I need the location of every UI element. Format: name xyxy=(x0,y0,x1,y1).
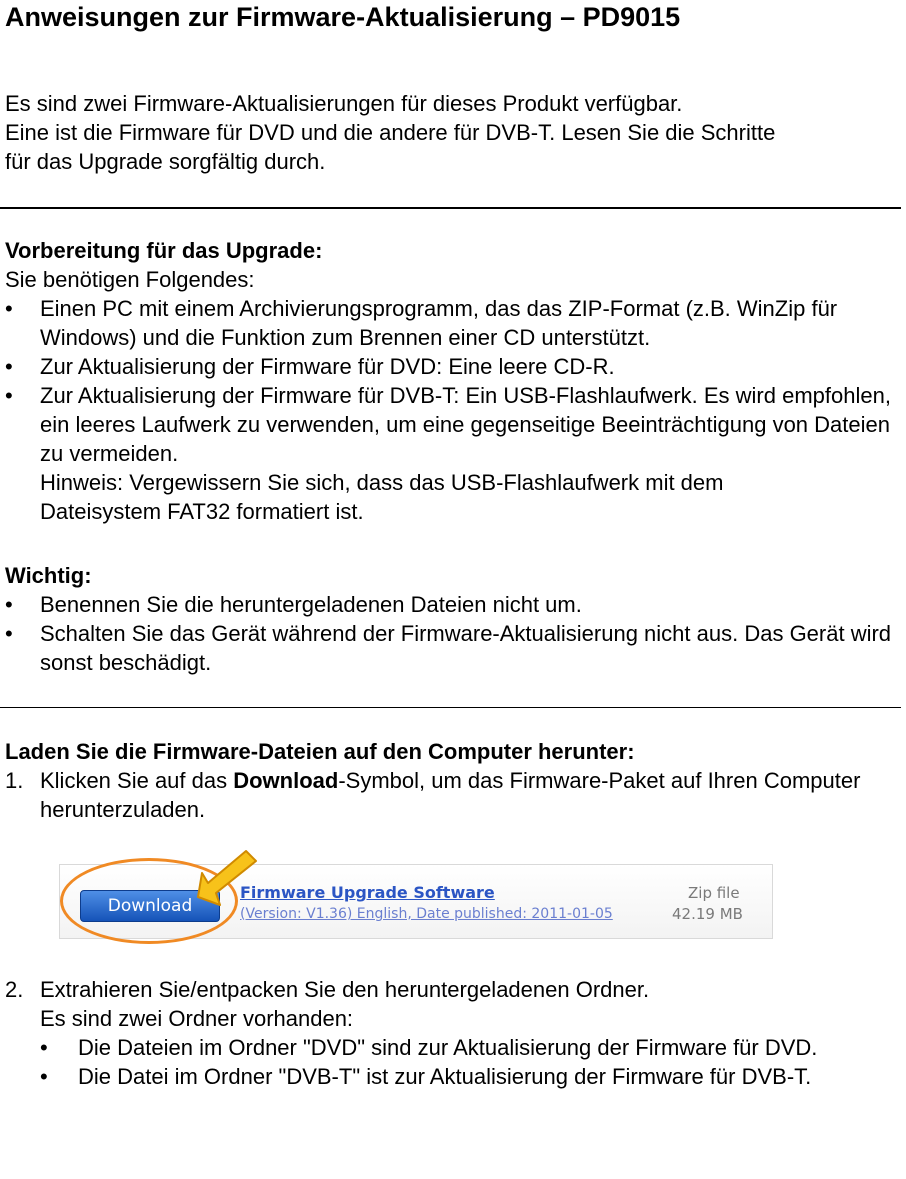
file-title-link[interactable]: Firmware Upgrade Software xyxy=(240,883,495,902)
file-type: Zip file xyxy=(688,884,740,902)
step-number: 2. xyxy=(5,977,24,1002)
list-item-text: Zur Aktualisierung der Firmware für DVD: Eine leere CD-R. xyxy=(40,354,615,379)
list-item-text: Die Datei im Ordner "DVB-T" ist zur Aktualisierung der Firmware für DVB-T. xyxy=(78,1064,812,1089)
divider xyxy=(0,707,901,708)
important-section xyxy=(5,561,900,677)
list-item xyxy=(40,1062,898,1091)
list-item xyxy=(40,1033,878,1062)
intro-line-1: Es sind zwei Firmware-Aktualisierungen für dieses Produkt verfügbar. xyxy=(5,91,683,116)
step-2-section xyxy=(5,975,900,1091)
bullet-icon: • xyxy=(5,383,13,408)
bullet-icon: • xyxy=(5,354,13,379)
step-item xyxy=(5,766,890,824)
list-item xyxy=(5,352,900,381)
important-heading: Wichtig: xyxy=(5,563,92,588)
list-item-text: Schalten Sie das Gerät während der Firmware-Aktualisierung nicht aus. Das Gerät wird sonst beschädigt. xyxy=(40,621,892,675)
bullet-icon: • xyxy=(5,592,13,617)
bullet-icon: • xyxy=(40,1035,48,1060)
step-text-post: -Symbol, um das Firmware-Paket auf Ihren Computer herunterzuladen. xyxy=(40,768,861,822)
list-item-text: Die Dateien im Ordner "DVD" sind zur Aktualisierung der Firmware für DVD. xyxy=(78,1035,818,1060)
step-text-bold: Download xyxy=(233,768,339,793)
list-item xyxy=(5,590,900,619)
preparation-heading: Vorbereitung für das Upgrade: xyxy=(5,238,323,263)
step-text-pre: Klicken Sie auf das xyxy=(40,768,234,793)
step-item xyxy=(5,975,900,1091)
list-item-text: Einen PC mit einem Archivierungsprogramm, das das ZIP-Format (z.B. WinZip für Windows) und die Funktion zum Brennen einer CD unterstützt. xyxy=(40,296,838,350)
usb-note: Hinweis: Vergewissern Sie sich, dass das USB-Flashlaufwerk mit dem Dateisystem FAT32 formatiert ist. xyxy=(40,470,724,524)
intro-line-3: für das Upgrade sorgfältig durch. xyxy=(5,149,326,174)
list-item-text: Benennen Sie die heruntergeladenen Dateien nicht um. xyxy=(40,592,582,617)
download-heading: Laden Sie die Firmware-Dateien auf den Computer herunter: xyxy=(5,739,635,764)
preparation-section xyxy=(5,236,900,526)
download-section xyxy=(5,737,900,824)
list-item xyxy=(5,619,900,677)
step-2-line-1: Extrahieren Sie/entpacken Sie den heruntergeladenen Ordner. xyxy=(40,977,650,1002)
download-button[interactable]: Download xyxy=(80,890,220,922)
intro-text xyxy=(5,89,900,176)
preparation-lead: Sie benötigen Folgendes: xyxy=(5,267,255,292)
file-version-link[interactable]: (Version: V1.36) English, Date published: 2011-01-05 xyxy=(240,906,613,922)
step-2-line-2: Es sind zwei Ordner vorhanden: xyxy=(40,1006,354,1031)
intro-line-2: Eine ist die Firmware für DVD und die andere für DVB-T. Lesen Sie die Schritte xyxy=(5,120,776,145)
step-number: 1. xyxy=(5,768,24,793)
bullet-icon: • xyxy=(40,1064,48,1089)
bullet-icon: • xyxy=(5,296,13,321)
bullet-icon: • xyxy=(5,621,13,646)
page-title: Anweisungen zur Firmware-Aktualisierung – PD9015 xyxy=(5,2,681,32)
divider xyxy=(0,207,901,209)
list-item-text: Zur Aktualisierung der Firmware für DVB-T: Ein USB-Flashlaufwerk. Es wird empfohlen, ein leeres Laufwerk zu verwenden, um eine gegenseitige Beeinträchtigung von Dateien zu vermeiden. xyxy=(40,383,891,466)
list-item xyxy=(5,381,895,526)
list-item xyxy=(5,294,875,352)
file-size: 42.19 MB xyxy=(672,905,743,923)
